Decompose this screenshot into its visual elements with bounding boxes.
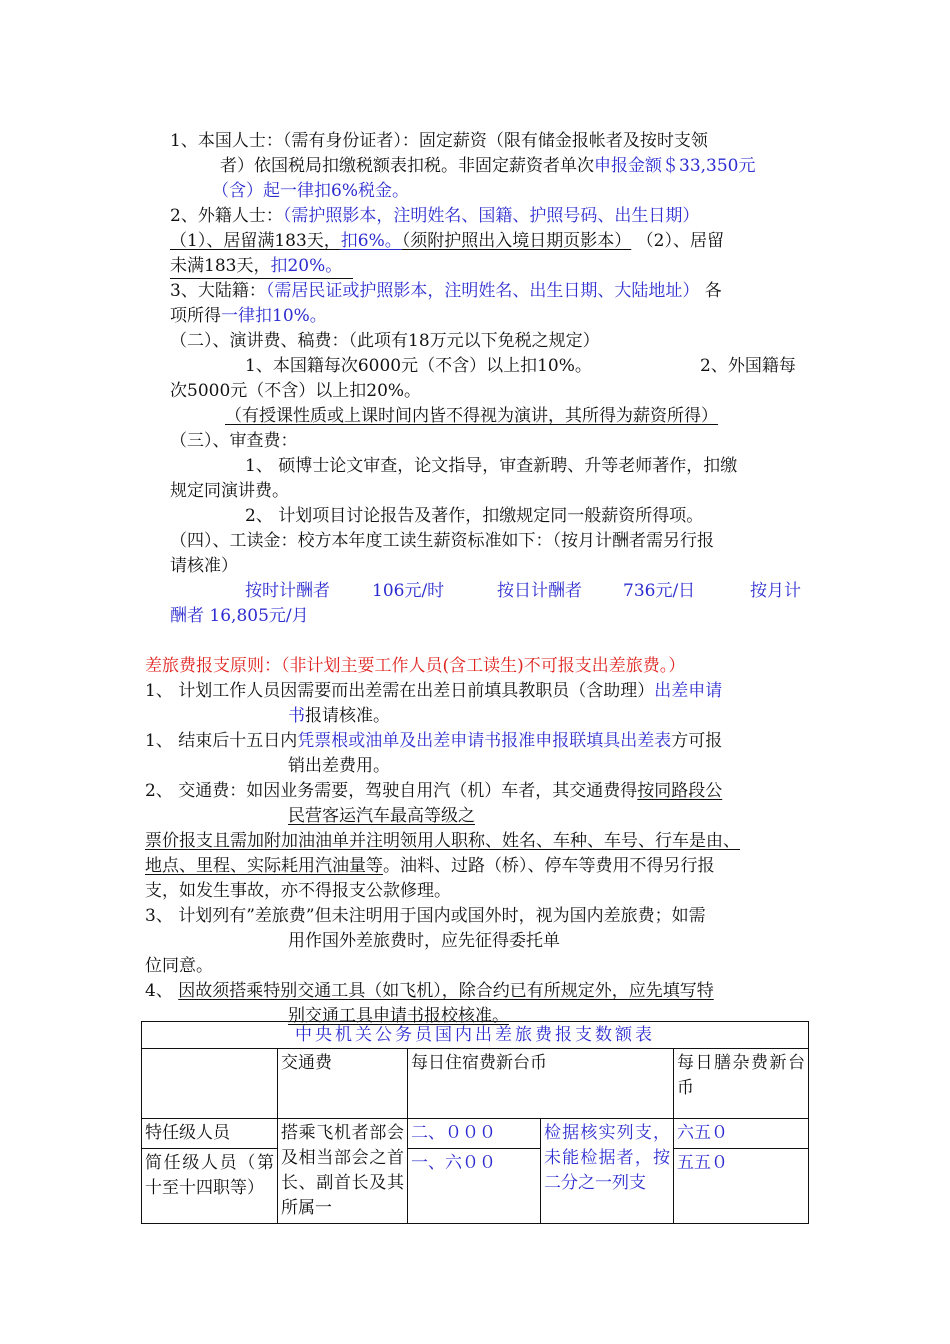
paragraph-line: 1、 计划工作人员因需要而出差需在出差日前填具教职员（含助理）出差申请	[145, 681, 723, 701]
section-title: 差旅费报支原则：（非计划主要工作人员(含工读生)不可报支出差旅费。）	[145, 656, 686, 676]
table-cell: 五五０	[674, 1149, 809, 1224]
paragraph-line: 次5000元（不含）以上扣20%。	[170, 381, 422, 401]
paragraph-line: 按月计	[750, 581, 801, 601]
table-row	[142, 1119, 809, 1149]
paragraph-line: 1、 结束后十五日内凭票根或油单及出差申请书报准申报联填具出差表方可报	[145, 731, 723, 751]
paragraph-line: 未满183天，扣20%。	[170, 255, 353, 277]
header-cell: 每日住宿费新台币	[408, 1049, 674, 1119]
table-header-row	[142, 1049, 809, 1119]
paragraph-line: 酬者 16,805元/月	[170, 606, 309, 626]
paragraph-line: 2、 交通费：如因业务需要，驾驶自用汽（机）车者，其交通费得按同路段公	[145, 781, 723, 801]
paragraph-line: 位同意。	[145, 956, 213, 976]
paragraph-line: 3、 计划列有”差旅费”但未注明用于国内或国外时，视为国内差旅费；如需	[145, 906, 706, 926]
paragraph-line: 106元/时	[372, 581, 445, 601]
table-cell: 搭乘飞机者部会及相当部会之首长、副首长及其所属一	[278, 1119, 408, 1224]
paragraph-line: 1、本国人士：（需有身份证者）：固定薪资（限有储金报帐者及按时支领	[170, 131, 708, 151]
paragraph-line: （二）、演讲费、稿费：（此项有18万元以下免税之规定）	[170, 331, 600, 351]
paragraph-line: 民营客运汽车最高等级之	[288, 806, 475, 826]
paragraph-line: 按日计酬者	[497, 581, 582, 601]
paragraph-line: 请核准）	[170, 556, 238, 576]
paragraph-line: 2、 计划项目讨论报告及著作，扣缴规定同一般薪资所得项。	[245, 506, 704, 526]
paragraph-line: 者）依国税局扣缴税额表扣税。非固定薪资者单次申报金额＄33,350元	[220, 156, 756, 176]
paragraph-line: 别交通工具申请书报校核准。	[288, 1006, 509, 1026]
table-row	[142, 1149, 809, 1224]
paragraph-line: 2、外国籍每	[700, 356, 796, 376]
table-caption: 中央机关公务员国内出差旅费报支数额表	[142, 1022, 809, 1049]
table-cell: 二、０００	[408, 1119, 541, 1149]
travel-expense-table	[141, 1021, 809, 1224]
paragraph-line: 3、大陆籍：（需居民证或护照影本，注明姓名、出生日期、大陆地址） 各	[170, 281, 722, 301]
table-caption-row	[142, 1022, 809, 1049]
paragraph-line: 4、 因故须搭乘特别交通工具（如飞机），除合约已有所规定外，应先填写特	[145, 981, 714, 1001]
paragraph-line: 736元/日	[623, 581, 696, 601]
table-cell: 六五０	[674, 1119, 809, 1149]
paragraph-line: （含）起一律扣6%税金。	[212, 181, 409, 201]
header-cell	[142, 1049, 278, 1119]
paragraph-line: 销出差费用。	[288, 756, 390, 776]
paragraph-line: 2、外籍人士：（需护照影本，注明姓名、国籍、护照号码、出生日期）	[170, 206, 700, 226]
paragraph-line: 1、本国籍每次6000元（不含）以上扣10%。	[245, 356, 592, 376]
paragraph-line: 票价报支且需加附加油油单并注明领用人职称、姓名、车种、车号、行车是由、	[145, 831, 740, 851]
paragraph-line: 书报请核准。	[288, 706, 390, 726]
paragraph-line: （1）、居留满183天，扣6%。（须附护照出入境日期页影本） （2）、居留	[170, 231, 724, 251]
paragraph-line: 按时计酬者	[245, 581, 330, 601]
paragraph-line: 用作国外差旅费时，应先征得委托单	[288, 931, 560, 951]
table-cell: 简任级人员（第十至十四职等）	[142, 1149, 278, 1224]
paragraph-line: 支，如发生事故，亦不得报支公款修理。	[145, 881, 451, 901]
paragraph-line: （三）、审查费：	[170, 431, 298, 451]
paragraph-line: 1、 硕博士论文审查，论文指导，审查新聘、升等老师著作，扣缴	[245, 456, 738, 476]
paragraph-line: 地点、里程、实际耗用汽油量等。油料、过路（桥）、停车等费用不得另行报	[145, 856, 715, 876]
paragraph-line: 项所得一律扣10%。	[170, 306, 327, 326]
paragraph-line: （有授课性质或上课时间内皆不得视为演讲，其所得为薪资所得）	[225, 406, 718, 426]
paragraph-line: 规定同演讲费。	[170, 481, 289, 501]
paragraph-line: （四）、工读金：校方本年度工读生薪资标准如下：（按月计酬者需另行报	[170, 531, 714, 551]
table-cell: 特任级人员	[142, 1119, 278, 1149]
header-cell: 每日膳杂费新台币	[674, 1049, 809, 1119]
header-cell: 交通费	[278, 1049, 408, 1119]
table-cell: 一、六００	[408, 1149, 541, 1224]
table-cell: 检据核实列支，未能检据者，按二分之一列支	[541, 1119, 674, 1224]
